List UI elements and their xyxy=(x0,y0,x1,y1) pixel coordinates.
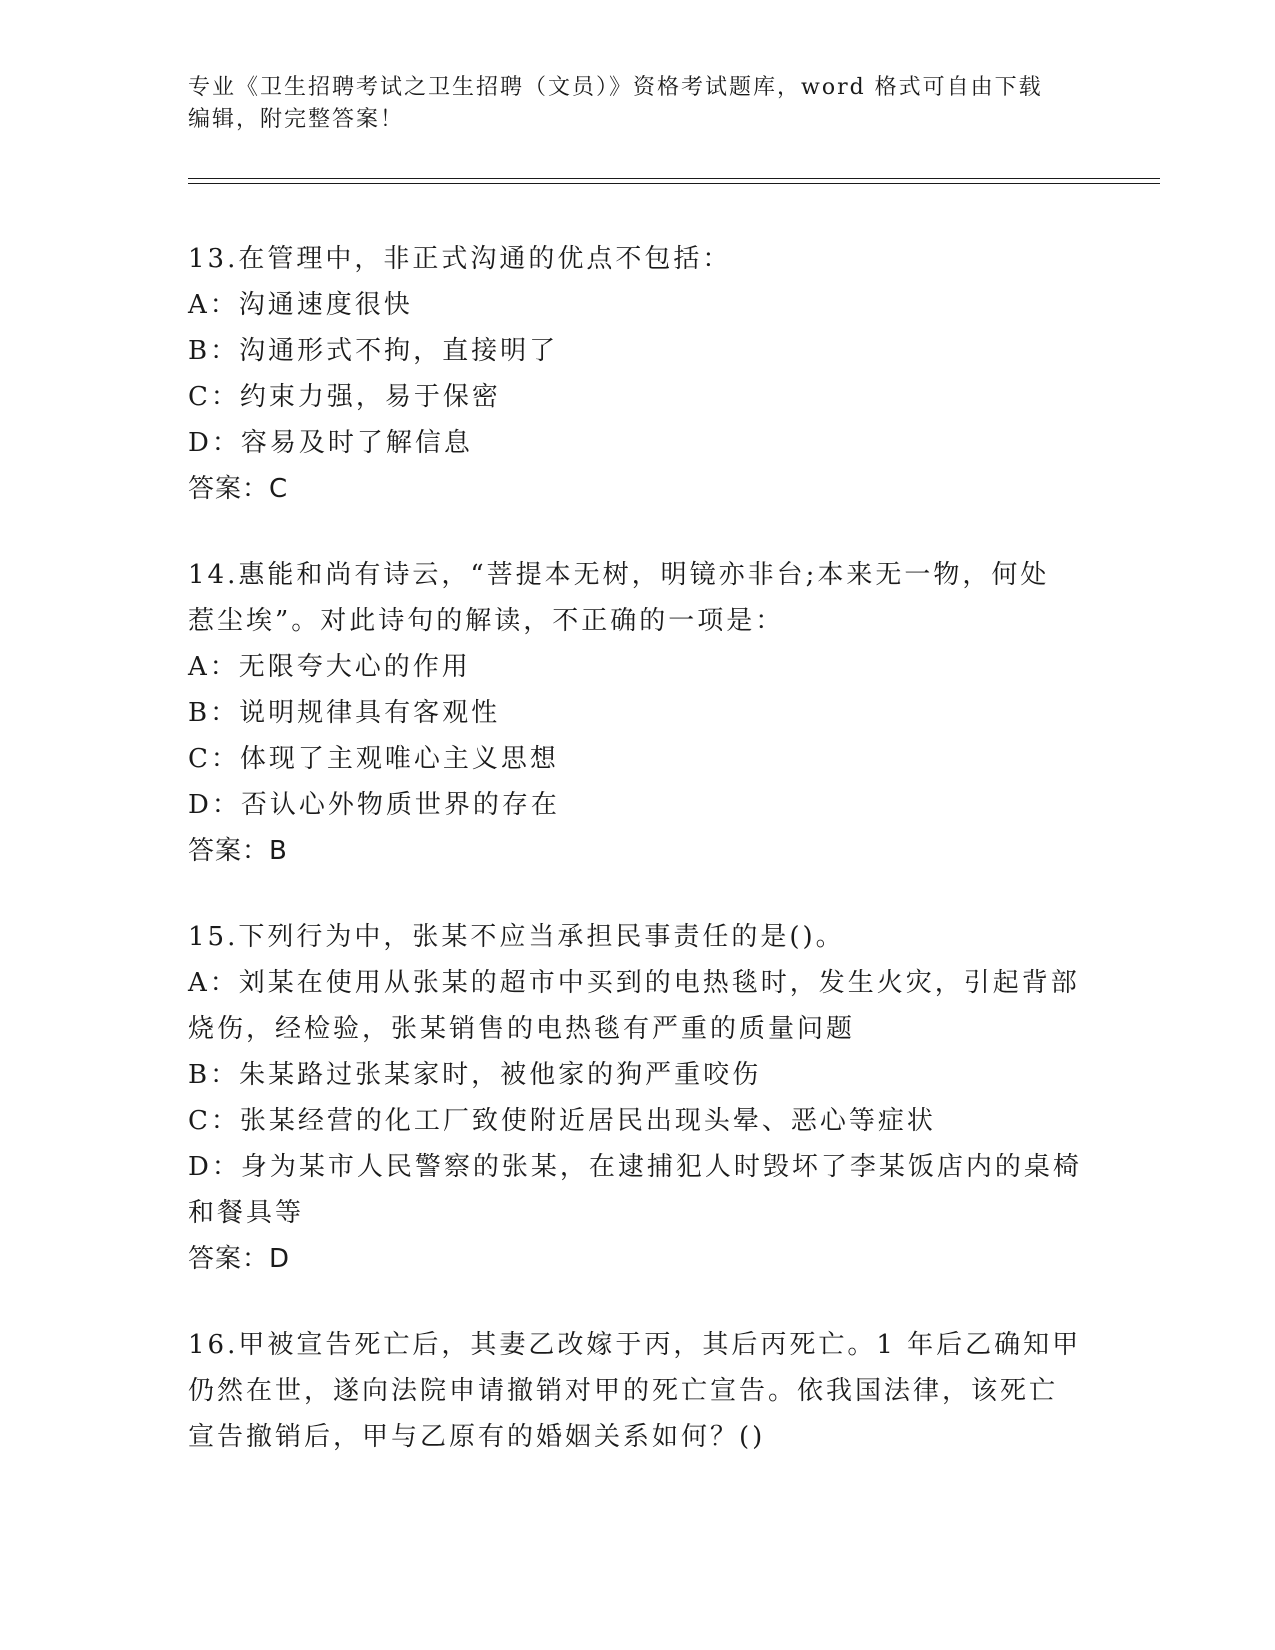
option-c: C：张某经营的化工厂致使附近居民出现头晕、恶心等症状 xyxy=(188,1106,936,1136)
option-d: D：身为某市人民警察的张某，在逮捕犯人时毁坏了李某饭店内的桌椅 xyxy=(188,1152,1082,1182)
header-line-2: 编辑，附完整答案！ xyxy=(188,107,405,132)
option-c: C：约束力强，易于保密 xyxy=(188,382,501,412)
option-a: A：刘某在使用从张某的超市中买到的电热毯时，发生火灾，引起背部 xyxy=(188,968,1080,998)
option-b: B：说明规律具有客观性 xyxy=(188,698,501,728)
question-13 xyxy=(188,236,1088,512)
option-a: A：无限夸大心的作用 xyxy=(188,652,471,682)
header-divider xyxy=(188,178,1160,184)
header-line-1: 专业《卫生招聘考试之卫生招聘（文员）》资格考试题库，word 格式可自由下载 xyxy=(188,75,1043,100)
question-stem-cont: 仍然在世，遂向法院申请撤销对甲的死亡宣告。依我国法律，该死亡 xyxy=(188,1376,1059,1406)
answer-line: 答案：D xyxy=(188,1244,291,1274)
option-a-cont: 烧伤，经检验，张某销售的电热毯有严重的质量问题 xyxy=(188,1014,856,1044)
question-stem: 14.惠能和尚有诗云，“菩提本无树，明镜亦非台;本来无一物，何处 xyxy=(188,560,1050,590)
question-14 xyxy=(188,552,1088,874)
question-stem-cont: 宣告撤销后，甲与乙原有的婚姻关系如何？() xyxy=(188,1422,766,1452)
question-stem: 15.下列行为中，张某不应当承担民事责任的是()。 xyxy=(188,922,845,952)
option-a: A：沟通速度很快 xyxy=(188,290,413,320)
option-b: B：朱某路过张某家时，被他家的狗严重咬伤 xyxy=(188,1060,762,1090)
question-stem-cont: 惹尘埃”。对此诗句的解读，不正确的一项是： xyxy=(188,606,785,636)
answer-line: 答案：B xyxy=(188,836,288,866)
option-d: D：容易及时了解信息 xyxy=(188,428,473,458)
question-16 xyxy=(188,1322,1088,1460)
question-15 xyxy=(188,914,1088,1282)
option-c: C：体现了主观唯心主义思想 xyxy=(188,744,559,774)
question-stem: 13.在管理中，非正式沟通的优点不包括： xyxy=(188,244,732,274)
option-d-cont: 和餐具等 xyxy=(188,1198,305,1228)
question-stem: 16.甲被宣告死亡后，其妻乙改嫁于丙，其后丙死亡。1 年后乙确知甲 xyxy=(188,1330,1082,1360)
document-header xyxy=(188,72,1088,136)
option-d: D：否认心外物质世界的存在 xyxy=(188,790,560,820)
option-b: B：沟通形式不拘，直接明了 xyxy=(188,336,559,366)
question-list xyxy=(188,236,1088,1500)
answer-line: 答案：C xyxy=(188,474,289,504)
